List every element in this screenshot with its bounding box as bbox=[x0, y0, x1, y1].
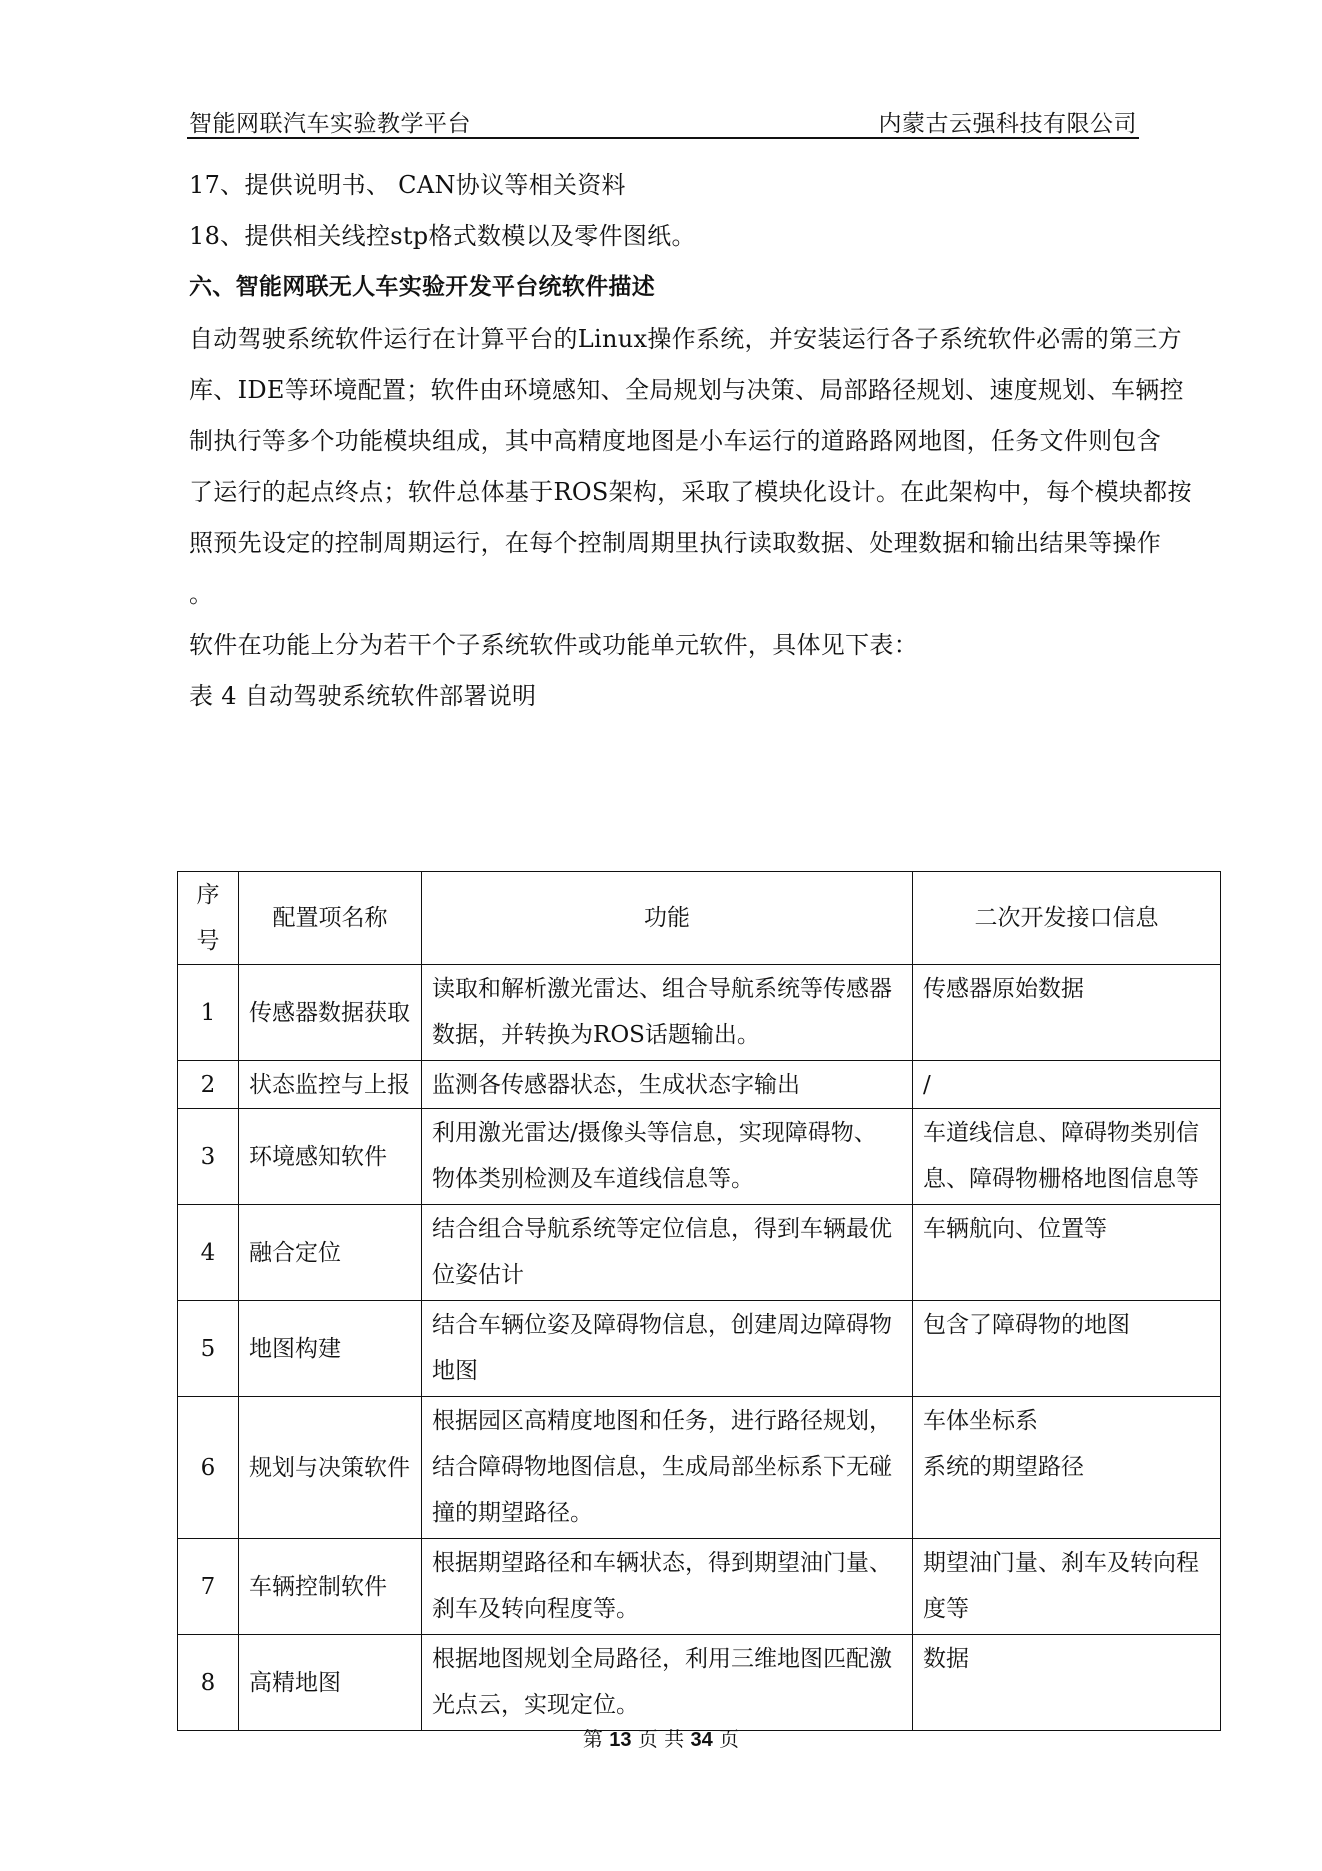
row-interface: 数据 bbox=[913, 1635, 1221, 1731]
table-header-row bbox=[178, 872, 1221, 965]
table-row bbox=[178, 1205, 1221, 1301]
list-item-17: 17、提供说明书、 CAN协议等相关资料 bbox=[189, 171, 626, 199]
list-item-18: 18、提供相关线控stp格式数模以及零件图纸。 bbox=[189, 222, 696, 250]
table-row bbox=[178, 1635, 1221, 1731]
row-name: 车辆控制软件 bbox=[239, 1539, 422, 1635]
row-no: 4 bbox=[178, 1205, 239, 1301]
table-row bbox=[178, 1397, 1221, 1539]
row-function: 根据园区高精度地图和任务，进行路径规划， 结合障碍物地图信息，生成局部坐标系下无碰 撞的期望路径。 bbox=[422, 1397, 913, 1539]
row-function: 读取和解析激光雷达、组合导航系统等传感器 数据，并转换为ROS话题输出。 bbox=[422, 965, 913, 1061]
row-function: 利用激光雷达/摄像头等信息，实现障碍物、 物体类别检测及车道线信息等。 bbox=[422, 1109, 913, 1205]
row-function: 结合组合导航系统等定位信息，得到车辆最优 位姿估计 bbox=[422, 1205, 913, 1301]
col-header-name: 配置项名称 bbox=[239, 872, 422, 965]
row-interface: 车辆航向、位置等 bbox=[913, 1205, 1221, 1301]
page-total: 34 bbox=[690, 1729, 713, 1751]
paragraph-line: 。 bbox=[189, 580, 214, 608]
row-name: 高精地图 bbox=[239, 1635, 422, 1731]
row-interface: 车道线信息、障碍物类别信 息、障碍物栅格地图信息等 bbox=[913, 1109, 1221, 1205]
footer-prefix: 第 bbox=[582, 1727, 603, 1751]
paragraph-line: 库、IDE等环境配置；软件由环境感知、全局规划与决策、局部路径规划、速度规划、车辆控 bbox=[189, 376, 1184, 404]
row-interface: / bbox=[913, 1061, 1221, 1109]
row-function: 根据地图规划全局路径，利用三维地图匹配激 光点云，实现定位。 bbox=[422, 1635, 913, 1731]
table-caption: 表 4 自动驾驶系统软件部署说明 bbox=[189, 682, 537, 710]
table-row bbox=[178, 1301, 1221, 1397]
table-row bbox=[178, 965, 1221, 1061]
footer-middle: 页 共 bbox=[637, 1727, 685, 1751]
table-row bbox=[178, 1539, 1221, 1635]
table-row bbox=[178, 1061, 1221, 1109]
row-interface: 包含了障碍物的地图 bbox=[913, 1301, 1221, 1397]
row-name: 状态监控与上报 bbox=[239, 1061, 422, 1109]
row-name: 规划与决策软件 bbox=[239, 1397, 422, 1539]
row-interface: 传感器原始数据 bbox=[913, 965, 1221, 1061]
table-row bbox=[178, 1109, 1221, 1205]
row-name: 融合定位 bbox=[239, 1205, 422, 1301]
row-name: 环境感知软件 bbox=[239, 1109, 422, 1205]
row-no: 8 bbox=[178, 1635, 239, 1731]
row-no: 2 bbox=[178, 1061, 239, 1109]
row-function: 结合车辆位姿及障碍物信息，创建周边障碍物 地图 bbox=[422, 1301, 913, 1397]
row-no: 6 bbox=[178, 1397, 239, 1539]
col-header-interface: 二次开发接口信息 bbox=[913, 872, 1221, 965]
page-footer bbox=[0, 1723, 1322, 1752]
paragraph-line: 自动驾驶系统软件运行在计算平台的Linux操作系统，并安装运行各子系统软件必需的第三方 bbox=[189, 325, 1182, 353]
row-function: 监测各传感器状态，生成状态字输出 bbox=[422, 1061, 913, 1109]
page-number: 13 bbox=[609, 1729, 632, 1751]
table-intro: 软件在功能上分为若干个子系统软件或功能单元软件，具体见下表： bbox=[189, 631, 918, 659]
paragraph-line: 了运行的起点终点；软件总体基于ROS架构，采取了模块化设计。在此架构中，每个模块都按 bbox=[189, 478, 1192, 506]
col-header-function: 功能 bbox=[422, 872, 913, 965]
software-table bbox=[177, 871, 1221, 1731]
row-interface: 期望油门量、刹车及转向程 度等 bbox=[913, 1539, 1221, 1635]
row-name: 地图构建 bbox=[239, 1301, 422, 1397]
paragraph-line: 制执行等多个功能模块组成，其中高精度地图是小车运行的道路路网地图，任务文件则包含 bbox=[189, 427, 1161, 455]
footer-suffix: 页 bbox=[719, 1727, 740, 1751]
col-header-no: 序号 bbox=[178, 872, 239, 965]
header-company: 内蒙古云强科技有限公司 bbox=[878, 111, 1137, 137]
row-no: 7 bbox=[178, 1539, 239, 1635]
row-no: 5 bbox=[178, 1301, 239, 1397]
paragraph-line: 照预先设定的控制周期运行，在每个控制周期里执行读取数据、处理数据和输出结果等操作 bbox=[189, 529, 1161, 557]
header-title: 智能网联汽车实验教学平台 bbox=[189, 111, 471, 137]
section-heading: 六、智能网联无人车实验开发平台统软件描述 bbox=[189, 274, 655, 300]
header-divider bbox=[187, 137, 1139, 139]
row-no: 1 bbox=[178, 965, 239, 1061]
row-name: 传感器数据获取 bbox=[239, 965, 422, 1061]
row-no: 3 bbox=[178, 1109, 239, 1205]
row-interface: 车体坐标系 系统的期望路径 bbox=[913, 1397, 1221, 1539]
row-function: 根据期望路径和车辆状态，得到期望油门量、 刹车及转向程度等。 bbox=[422, 1539, 913, 1635]
